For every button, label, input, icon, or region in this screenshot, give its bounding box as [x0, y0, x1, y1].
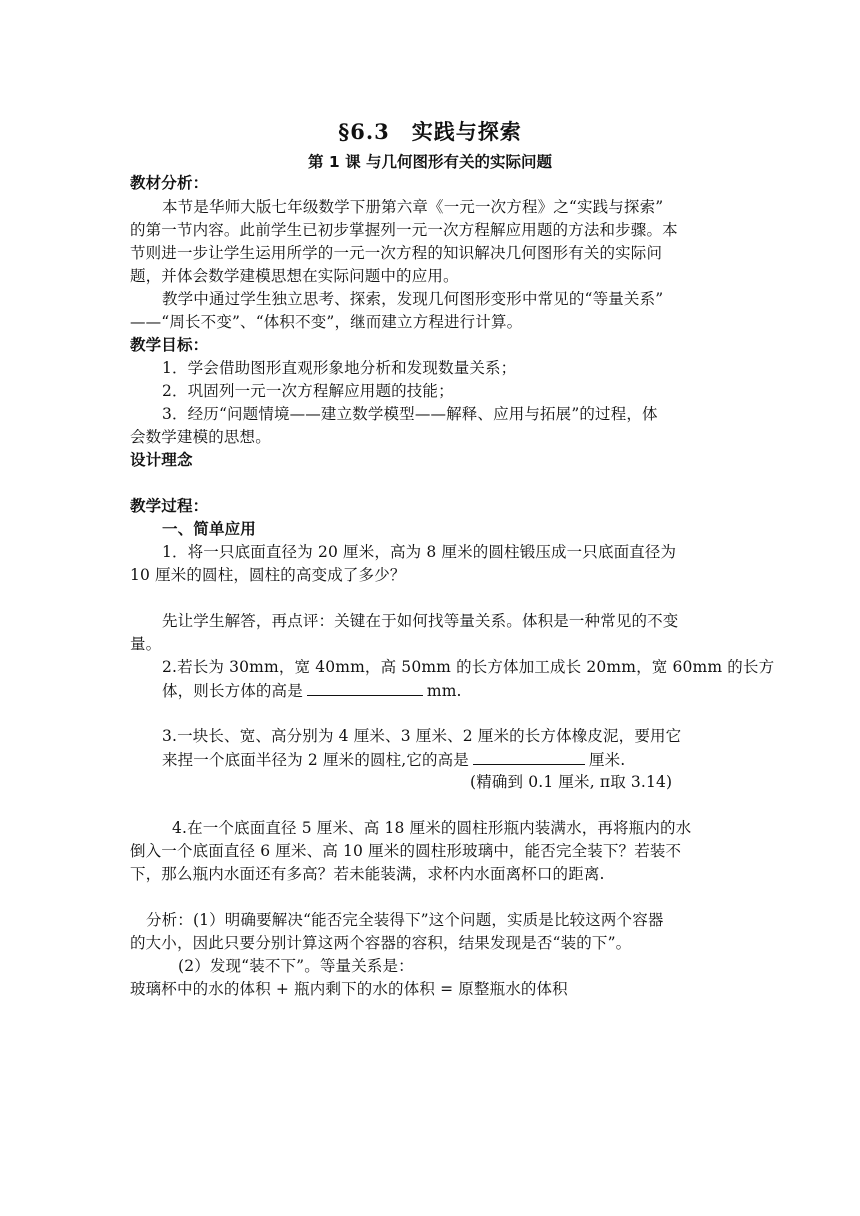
question-2-line: 2.若长为 30mm，宽 40mm，高 50mm 的长方体加工成长 20mm，宽 60mm 的长方	[162, 658, 775, 676]
analysis-p1-line: 题，并体会数学建模思想在实际问题中的应用。	[130, 267, 459, 285]
question-3-unit: 厘米.	[588, 751, 626, 769]
answer-blank[interactable]	[473, 748, 585, 765]
question-3-note: (精确到 0.1 厘米, π取 3.14)	[470, 773, 673, 791]
question-3-prefix: 来捏一个底面半径为 2 厘米的圆柱,它的高是	[162, 751, 469, 769]
goals-heading: 教学目标：	[130, 336, 209, 354]
goal-item: 1．学会借助图形直观形象地分析和发现数量关系；	[162, 359, 517, 377]
lesson-subtitle: 第 1 课 与几何图形有关的实际问题	[308, 153, 552, 171]
question-4-line: 倒入一个底面直径 6 厘米、高 10 厘米的圆柱形玻璃中，能否完全装下？若装不	[130, 842, 682, 860]
design-heading: 设计理念	[130, 451, 193, 469]
question-3-line: 3.一块长、宽、高分别为 4 厘米、3 厘米、2 厘米的长方体橡皮泥，要用它	[162, 727, 682, 745]
page-title: §6.3 实践与探索	[338, 119, 522, 144]
goal-item-continuation: 会数学建模的思想。	[130, 428, 271, 446]
question-2-prefix: 体，则长方体的高是	[162, 682, 303, 700]
section-heading: 一、简单应用	[162, 520, 256, 538]
question-3-answer-line	[162, 748, 772, 771]
analysis-line: (2）发现“装不下”。等量关系是：	[178, 957, 414, 975]
analysis-p2-line: 教学中通过学生独立思考、探索，发现几何图形变形中常见的“等量关系”	[162, 290, 664, 308]
question-2-answer-line	[162, 679, 772, 702]
comment-line: 量。	[130, 635, 162, 653]
question-4-line: 下，那么瓶内水面还有多高？若未能装满，求杯内水面离杯口的距离.	[130, 865, 605, 883]
analysis-p2-line: ——“周长不变”、“体积不变”，继而建立方程进行计算。	[130, 313, 523, 331]
equation-line: 玻璃杯中的水的体积 + 瓶内剩下的水的体积 = 原整瓶水的体积	[130, 980, 568, 998]
analysis-line: 的大小，因此只要分别计算这两个容器的容积，结果发现是否“装的下”。	[130, 934, 632, 952]
comment-line: 先让学生解答，再点评：关键在于如何找等量关系。体积是一种常见的不变	[162, 612, 679, 630]
analysis-heading: 教材分析：	[130, 174, 209, 192]
process-heading: 教学过程：	[130, 497, 209, 515]
analysis-p1-line: 节则进一步让学生运用所学的一元一次方程的知识解决几何图形有关的实际问	[130, 244, 663, 262]
analysis-p1-line: 的第一节内容。此前学生已初步掌握列一元一次方程解应用题的方法和步骤。本	[130, 221, 678, 239]
question-4-line: 4.在一个底面直径 5 厘米、高 18 厘米的圆柱形瓶内装满水，再将瓶内的水	[172, 819, 692, 837]
question-1-line: 10 厘米的圆柱，圆柱的高变成了多少？	[130, 566, 406, 584]
question-2-unit: mm.	[426, 682, 462, 700]
answer-blank[interactable]	[307, 679, 423, 696]
analysis-line: 分析：(1）明确要解决“能否完全装得下”这个问题，实质是比较这两个容器	[146, 911, 664, 929]
goal-item: 2．巩固列一元一次方程解应用题的技能；	[162, 382, 454, 400]
goal-item: 3．经历“问题情境——建立数学模型——解释、应用与拓展”的过程，体	[162, 405, 658, 423]
question-1-line: 1．将一只底面直径为 20 厘米，高为 8 厘米的圆柱锻压成一只底面直径为	[162, 543, 677, 561]
analysis-p1-line: 本节是华师大版七年级数学下册第六章《一元一次方程》之“实践与探索”	[162, 198, 664, 216]
